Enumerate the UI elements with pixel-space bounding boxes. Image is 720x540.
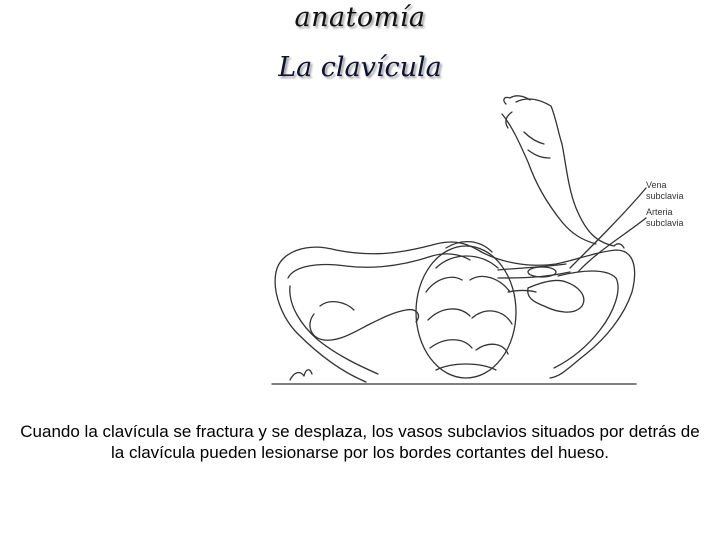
label-vein-2: subclavia xyxy=(646,191,684,201)
label-vein-1: Vena xyxy=(646,180,667,190)
leader-vein xyxy=(570,188,646,268)
label-artery-2: subclavia xyxy=(646,218,684,228)
clavicle-right xyxy=(528,280,584,312)
artist-signature xyxy=(290,370,312,380)
label-artery-1: Arteria xyxy=(646,207,673,217)
shoulder-rim xyxy=(276,242,635,378)
slide-title: anatomía xyxy=(294,2,426,33)
slide-caption: Cuando la clavícula se fractura y se desplaza, los vasos subclavios situados por detrás de la clavícula pueden lesionarse por los bordes cortantes del hueso. xyxy=(20,422,700,462)
slide-subtitle: La clavícula xyxy=(278,52,442,83)
clavicle-left xyxy=(310,310,418,341)
clavicle-illustration xyxy=(266,92,706,402)
